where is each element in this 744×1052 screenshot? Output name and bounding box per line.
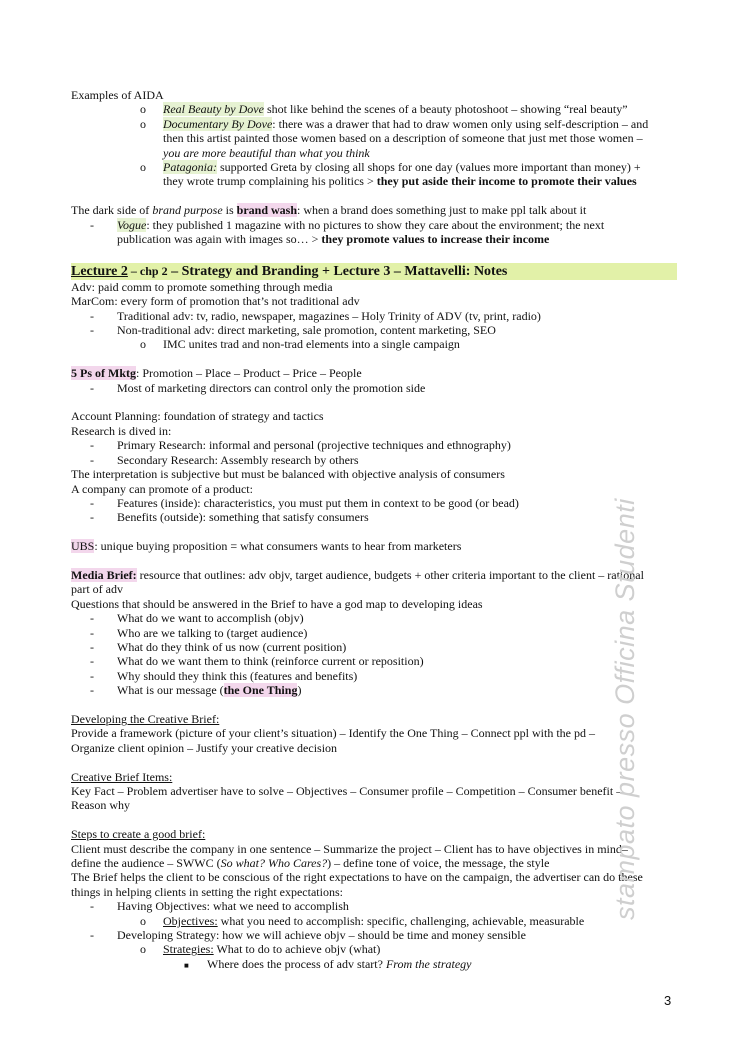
list-item — [71, 160, 677, 174]
bold-text: they put aside their income to promote their values — [376, 174, 637, 189]
list-text: shot like behind the scenes of a beauty photoshoot – showing “real beauty” — [263, 102, 628, 117]
circle-bullet-icon: o — [140, 942, 146, 957]
paragraph — [71, 539, 677, 553]
dash-bullet-icon: - — [90, 308, 94, 323]
dash-bullet-icon: - — [90, 683, 94, 698]
paragraph: Key Fact – Problem advertiser have to solve – Objectives – Consumer profile – Competition – Consumer benefit – — [71, 783, 623, 798]
paragraph — [71, 203, 677, 217]
section-title: Creative Brief Items: — [71, 769, 173, 784]
list-item — [71, 957, 677, 971]
list-item — [71, 323, 677, 337]
dash-bullet-icon: - — [90, 323, 94, 338]
list-text: Features (inside): characteristics, you must put them in context to be good (or bead) — [117, 495, 519, 510]
highlight-text: Media Brief: — [71, 567, 137, 582]
list-item — [71, 438, 677, 452]
list-text: Where does the process of adv start? — [207, 956, 386, 971]
underlined-text: Objectives: — [163, 913, 218, 928]
text: : when a brand does something just to make ppl talk about it — [297, 203, 587, 218]
text: is — [222, 203, 237, 218]
list-text: What do we want them to think (reinforce current or reposition) — [117, 654, 424, 669]
list-text: What to do to achieve objv (what) — [213, 942, 381, 957]
list-text: Who are we talking to (target audience) — [117, 625, 308, 640]
list-text: What do they think of us now (current position) — [117, 639, 347, 654]
list-text: what you need to accomplish: specific, challenging, achievable, measurable — [217, 913, 585, 928]
list-text: Why should they think this (features and benefits) — [117, 668, 358, 683]
dash-bullet-icon: - — [90, 639, 94, 654]
paragraph: Client must describe the company in one sentence – Summarize the project – Client has to have objectives in mind– — [71, 841, 628, 856]
dash-bullet-icon: - — [90, 899, 94, 914]
text: : Promotion – Place – Product – Price – People — [136, 366, 362, 381]
list-item — [71, 683, 677, 697]
paragraph: The Brief helps the client to be conscious of the right expectations to have on the campaign, the advertiser can do these — [71, 870, 643, 885]
section-title: Steps to create a good brief: — [71, 827, 206, 842]
list-text: they wrote trump complaining his politics > — [163, 174, 377, 189]
paragraph: Questions that should be answered in the Brief to have a god map to developing ideas — [71, 596, 483, 611]
list-continuation — [71, 232, 677, 246]
square-bullet-icon: ■ — [184, 960, 189, 970]
paragraph: Account Planning: foundation of strategy and tactics — [71, 409, 324, 424]
dash-bullet-icon: - — [90, 668, 94, 683]
paragraph — [71, 568, 677, 582]
list-item — [71, 626, 677, 640]
list-item — [71, 640, 677, 654]
lecture-title: Lecture 2 — [71, 263, 128, 279]
lecture-chapter: – chp 2 — [127, 263, 168, 278]
page-number: 3 — [664, 993, 672, 1008]
list-text: Most of marketing directors can control only the promotion side — [117, 380, 426, 395]
dash-bullet-icon: - — [90, 495, 94, 510]
list-item — [71, 337, 677, 351]
text: ) – define tone of voice, the message, the style — [327, 855, 550, 870]
list-item — [71, 654, 677, 668]
highlight-text: the One Thing — [223, 683, 298, 698]
highlight-text: Documentary By Dove — [163, 116, 273, 131]
circle-bullet-icon: o — [140, 160, 146, 175]
circle-bullet-icon: o — [140, 913, 146, 928]
list-text: Non-traditional adv: direct marketing, sale promotion, content marketing, SEO — [117, 323, 496, 338]
dash-bullet-icon: - — [90, 217, 94, 232]
dash-bullet-icon: - — [90, 625, 94, 640]
dash-bullet-icon: - — [90, 438, 94, 453]
circle-bullet-icon: o — [140, 102, 146, 117]
list-item — [71, 611, 677, 625]
paragraph: The interpretation is subjective but must be balanced with objective analysis of consumers — [71, 467, 505, 482]
list-continuation — [71, 174, 677, 188]
paragraph: Adv: paid comm to promote something through media — [71, 279, 333, 294]
paragraph: Organize client opinion – Justify your creative decision — [71, 740, 338, 755]
list-text: Primary Research: informal and personal (projective techniques and ethnography) — [117, 438, 511, 453]
list-text: What do we want to accomplish (objv) — [117, 611, 304, 626]
list-text: Developing Strategy: how we will achieve objv – should be time and money sensible — [117, 928, 526, 943]
list-text: publication was again with images so… > — [117, 232, 322, 247]
list-item — [71, 928, 677, 942]
list-item — [71, 117, 677, 131]
dash-bullet-icon: - — [90, 380, 94, 395]
paragraph — [71, 856, 677, 870]
list-item — [71, 669, 677, 683]
circle-bullet-icon: o — [140, 116, 146, 131]
list-text: Having Objectives: what we need to accomplish — [117, 899, 349, 914]
dash-bullet-icon: - — [90, 510, 94, 525]
text: : unique buying proposition = what consumers wants to hear from marketers — [94, 539, 462, 554]
lecture-subtitle: – Strategy and Branding + Lecture 3 – Mattavelli: Notes — [167, 263, 508, 279]
list-item — [71, 218, 677, 232]
paragraph: MarCom: every form of promotion that’s not traditional adv — [71, 294, 360, 309]
highlight-text: UBS — [71, 539, 95, 554]
paragraph: A company can promote of a product: — [71, 481, 253, 496]
highlight-text: Patagonia: — [163, 160, 217, 175]
bold-text: they promote values to increase their income — [321, 232, 550, 247]
list-text: : there was a drawer that had to draw women only using self-description – and — [272, 116, 649, 131]
list-item — [71, 381, 677, 395]
paragraph: Provide a framework (picture of your client’s situation) – Identify the One Thing – Connect ppl with the pd – — [71, 726, 595, 741]
list-text: : they published 1 magazine with no pictures to show they care about the environment; the next — [146, 217, 605, 232]
lecture-heading — [71, 263, 677, 280]
list-text: ) — [297, 683, 302, 698]
dash-bullet-icon: - — [90, 611, 94, 626]
highlight-text: Vogue — [117, 217, 147, 232]
list-continuation: then this artist painted those women based on a description of someone that just met those women – — [163, 131, 643, 146]
highlight-text: Real Beauty by Dove — [163, 102, 264, 117]
watermark: stampato presso Officina Studenti — [610, 498, 640, 920]
text: define the audience – SWWC ( — [71, 855, 221, 870]
list-text: supported Greta by closing all shops for one day (values more important than money) + — [217, 160, 641, 175]
list-text: IMC unites trad and non-trad elements into a single campaign — [163, 337, 460, 352]
aida-heading: Examples of AIDA — [71, 88, 164, 102]
list-text: Secondary Research: Assembly research by others — [117, 452, 359, 467]
highlight-text: brand wash — [236, 203, 298, 218]
list-text: Benefits (outside): something that satisfy consumers — [117, 510, 369, 525]
list-item — [71, 309, 677, 323]
paragraph: part of adv — [71, 582, 123, 597]
italic-text: you are more beautiful than what you think — [163, 145, 370, 160]
list-item — [71, 496, 677, 510]
italic-text: So what? Who Cares? — [220, 855, 328, 870]
list-continuation — [71, 146, 677, 160]
italic-text: brand purpose — [152, 203, 223, 218]
text: resource that outlines: adv objv, target audience, budgets + other criteria important to the client – rational — [136, 567, 644, 582]
list-item — [71, 899, 677, 913]
highlight-text: 5 Ps of Mktg — [71, 366, 136, 381]
document-page — [71, 88, 677, 971]
list-text: Traditional adv: tv, radio, newspaper, magazines – Holy Trinity of ADV (tv, print, radio) — [117, 308, 541, 323]
text: The dark side of — [71, 203, 153, 218]
paragraph: Research is dived in: — [71, 423, 172, 438]
dash-bullet-icon: - — [90, 928, 94, 943]
list-item — [71, 453, 677, 467]
section-title: Developing the Creative Brief: — [71, 711, 220, 726]
paragraph: Reason why — [71, 798, 130, 813]
list-item — [71, 510, 677, 524]
list-item — [71, 914, 677, 928]
dash-bullet-icon: - — [90, 654, 94, 669]
underlined-text: Strategies: — [163, 942, 214, 957]
paragraph: things in helping clients in setting the right expectations: — [71, 884, 343, 899]
dash-bullet-icon: - — [90, 452, 94, 467]
circle-bullet-icon: o — [140, 337, 146, 352]
italic-text: From the strategy — [385, 956, 472, 971]
list-item — [71, 942, 677, 956]
paragraph — [71, 366, 677, 380]
list-item — [71, 102, 677, 116]
list-text: What is our message ( — [117, 683, 224, 698]
